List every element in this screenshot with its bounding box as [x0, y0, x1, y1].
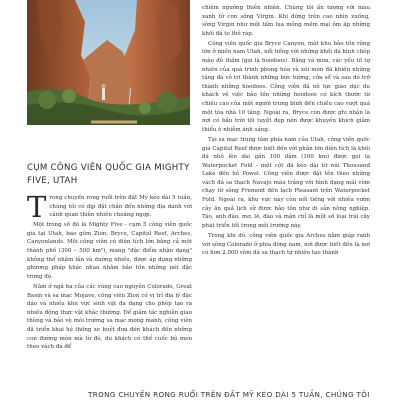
right-text-column	[202, 4, 370, 259]
paragraph: Nằm ở ngã ba của các vùng cao nguyên Colorado, Great Basin và sa mạc Mojave, công viên Zion có vị trí địa lý đặc dáo và nhiều khu vực sinh vật đa dạng cho phép tạo ra nhiều động thực vật khác thường. Để giảm tác nghiên giao thông và bảo vệ môi trường sa mạc mong manh, công viên đã triển khai hệ thống xe buýt đưa đón khách đến những con đường mòn mà từ đó, du khách có thể cuốc bộ men theo vách đá để	[27, 283, 192, 351]
paragraph-text: rong chuyến rong ruổi trên đất Mỹ kéo dài 5 tuần, chúng tôi có dịp đặt chân đến những địa danh với cảnh quan thiên nhiên choáng ngợp.	[49, 195, 192, 219]
section-heading: CỤM CÔNG VIÊN QUỐC GIA MIGHTY FIVE, UTAH	[27, 163, 190, 186]
paragraph: Công viên quốc gia Bryce Canyon, một khu bảo tồn rộng lớn ở miền nam Utah, nổi tiếng với những khối đá hình chóp màu đỏ thắm (gọi là hoodoos). Băng và mưa, các yếu tố tự nhiên của quá trình phong hóa và xói mòn đã khiến những tảng đá vô tri thành những bức tường, cửa sổ và sau đó trở thành những hoodoos. Công viên đã nỗ lực giáo dục du khách về việc bảo tồn những hoodoos có kích thước từ chiều cao của một người trung bình đến chiều cao vượt quá một tòa nhà 10 tầng. Ngoài ra, Bryce còn được ghi nhận là nơi có bầu trời tối tuyệt đẹp nên được khuyến khích giảm thiểu ô nhiễm ánh sáng.	[202, 40, 370, 133]
paragraph: chiêm ngưỡng thiên nhiên. Chúng tôi ấn tượng với màu xanh tử con sông Virgin. Khi đứng trên cao nhìn xuống, sông Virgin như một tấm lụa mỏng mềm mại ôm ấp những khối đá to thô ráp.	[202, 5, 370, 37]
paragraph	[27, 190, 192, 224]
canyon-photo-illustration	[27, 0, 190, 125]
paragraph: Tại sa mạc trung tâm phía nam của Utah, công viên quốc gia Capitol Reef được biết đến với phần lớn diện tích là khối đá nhô lên dài gần 100 dặm (160 km) được gọi là Waterpocket Fold - một cột đá kéo dài từ núi Thousand Lake đến hồ Powel. Công viên được đặt tên theo những vách đá sa thạch Navajo màu trắng với hình dạng mái vòm chạy từ sông Fremont đến lạch Pleasant trên Waterpocket Fold. Ngoài ra, khu vực này còn nổi tiếng với nhiều vườn cây ăn quả lịch sử được bảo tồn như di sản nông nghiệp. Táo, anh đào, mơ, lê, đào và mận chỉ là một số loại trái cây phát triển tốt trong môi trường này.	[202, 136, 370, 229]
drop-cap: T	[27, 190, 47, 224]
canyon-photo	[27, 0, 190, 125]
paragraph: Trong khi đó, công viên quốc gia Arches nằm giáp ranh với sông Colorado ở phía đông nam, nơi được biết đến là nơi có hơn 2.000 vòm đá sa thạch tự nhiên tạo thành	[202, 232, 370, 257]
paragraph: Một trong số đó là Mighty Five - cụm 5 công viên quốc gia tại Utah, bao gồm Zion, Bryce, Capitol Reef, Arches, Canyonlands. Mỗi công viên có diện tích lớn bằng cả một thành phố (300 – 500 km²), mang "đặc điểm nhận dạng" không thể nhầm lẫn và dường nhiều, được áp dụng những phương pháp khác nhau nhằm bảo tồn những nét đặc trưng đó.	[27, 222, 192, 280]
pull-quote: TRONG CHUYẾN RONG RUỔI TRÊN ĐẤT MỸ KÉO DÀI 5 TUẦN, CHÚNG TÔI	[88, 390, 370, 399]
left-text-column	[27, 190, 192, 353]
